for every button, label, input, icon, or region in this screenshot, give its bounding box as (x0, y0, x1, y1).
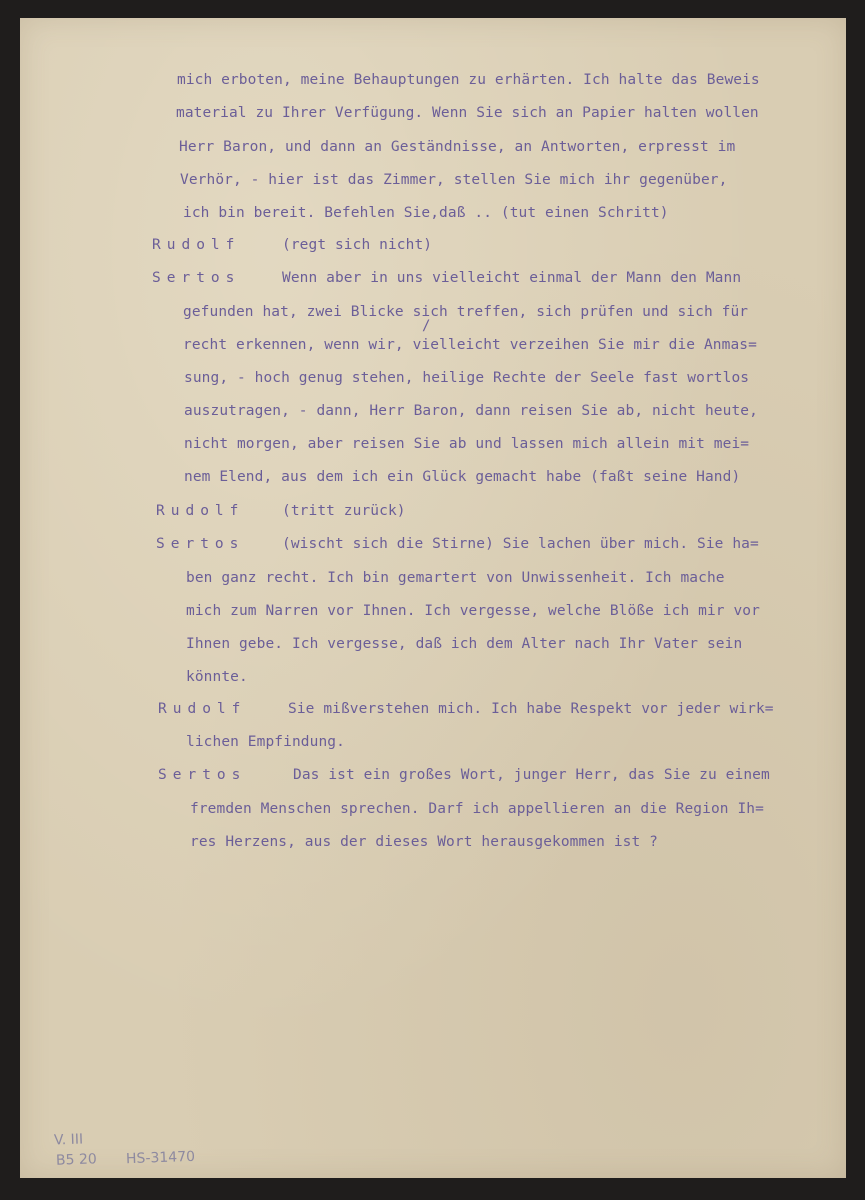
text-line: gefunden hat, zwei Blicke sich treffen, sich prüfen und sich für (183, 304, 749, 320)
text-line: (wischt sich die Stirne) Sie lachen über mich. Sie ha= (282, 536, 759, 552)
speaker-name-sertos: Sertos (156, 536, 245, 552)
stage-direction: (tritt zurück) (282, 503, 406, 519)
archive-mark: V. III (53, 1131, 84, 1149)
speaker-name-sertos: Sertos (152, 270, 241, 286)
text-line: könnte. (186, 669, 248, 685)
text-line: Sie mißverstehen mich. Ich habe Respekt vor jeder wirk= (288, 701, 774, 717)
text-line: auszutragen, - dann, Herr Baron, dann reisen Sie ab, nicht heute, (184, 403, 758, 419)
archive-mark: B5 20 (55, 1151, 98, 1169)
speaker-name-sertos: Sertos (158, 767, 247, 783)
text-line: material zu Ihrer Verfügung. Wenn Sie sich an Papier halten wollen (176, 105, 759, 121)
text-line: ich bin bereit. Befehlen Sie,daß .. (tut einen Schritt) (183, 205, 669, 221)
speaker-name-rudolf: Rudolf (152, 237, 241, 253)
speaker-name-rudolf: Rudolf (156, 503, 245, 519)
text-line: Ihnen gebe. Ich vergesse, daß ich dem Alter nach Ihr Vater sein (186, 636, 743, 652)
text-line: sung, - hoch genug stehen, heilige Rechte der Seele fast wortlos (184, 370, 750, 386)
archive-signature: HS-31470 (125, 1148, 196, 1168)
stage-direction: (regt sich nicht) (282, 237, 433, 253)
text-line: nicht morgen, aber reisen Sie ab und lassen mich allein mit mei= (184, 436, 750, 452)
text-line: lichen Empfindung. (186, 734, 345, 750)
text-line: mich zum Narren vor Ihnen. Ich vergesse, welche Blöße ich mir vor (186, 603, 760, 619)
text-line: Wenn aber in uns vielleicht einmal der Mann den Mann (282, 270, 742, 286)
text-line: Verhör, - hier ist das Zimmer, stellen Sie mich ihr gegenüber, (180, 172, 728, 188)
text-line: fremden Menschen sprechen. Darf ich appellieren an die Region Ih= (190, 801, 764, 817)
text-line: Herr Baron, und dann an Geständnisse, an Antworten, erpresst im (179, 139, 736, 155)
text-line: recht erkennen, wenn wir, vielleicht verzeihen Sie mir die Anmas= (183, 337, 757, 353)
text-line: ben ganz recht. Ich bin gemartert von Unwissenheit. Ich mache (186, 570, 725, 586)
insertion-mark: / (422, 318, 431, 334)
text-line: Das ist ein großes Wort, junger Herr, das Sie zu einem (293, 767, 770, 783)
speaker-name-rudolf: Rudolf (158, 701, 247, 717)
typewritten-page (20, 18, 846, 1178)
text-line: mich erboten, meine Behauptungen zu erhärten. Ich halte das Beweis (177, 72, 760, 88)
text-line: nem Elend, aus dem ich ein Glück gemacht habe (faßt seine Hand) (184, 469, 741, 485)
text-line: res Herzens, aus der dieses Wort herausgekommen ist ? (190, 834, 658, 850)
